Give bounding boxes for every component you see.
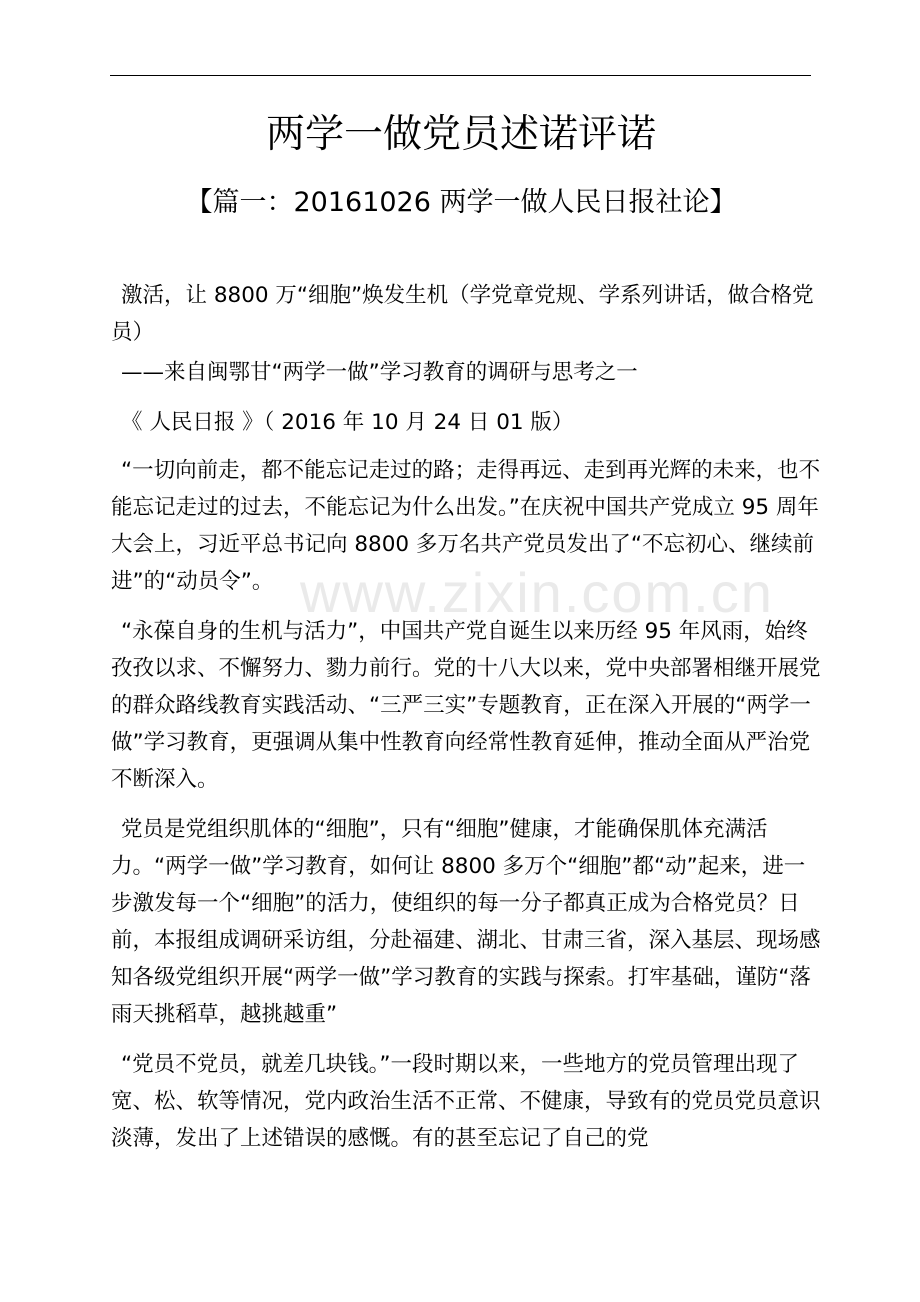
headline-paragraph: 激活，让 8800 万“细胞”焕发生机（学党章党规、学系列讲话，做合格党员） [111,283,814,345]
header-rule [110,75,811,76]
document-subtitle: 【篇一：20161026 两学一做人民日报社论】 [185,187,737,218]
body-paragraph: “永葆自身的生机与活力”，中国共产党自诞生以来历经 95 年风雨，始终孜孜以求、不懈努力、勠力前行。党的十八大以来，党中央部署相继开展党的群众路线教育实践活动、“三严三实”专题教育，正在深入开展的“两学一做”学习教育，更强调从集中性教育向经常性教育延伸，推动全面从严治党不断深入。 [111,619,821,792]
watermark: www.zixin.com.cn [300,561,774,624]
subheadline-paragraph: ——来自闽鄂甘“两学一做”学习教育的调研与思考之一 [121,360,638,385]
body-paragraph: “党员不党员，就差几块钱。”一段时期以来，一些地方的党员管理出现了宽、松、软等情况，党内政治生活不正常、不健康，导致有的党员党员意识淡薄，发出了上述错误的感慨。有的甚至忘记了自己的党 [111,1052,821,1151]
document-title: 两学一做党员述诺评诺 [265,112,656,157]
body-paragraph: “一切向前走，都不能忘记走过的路；走得再远、走到再光辉的未来，也不能忘记走过的过去，不能忘记为什么出发。”在庆祝中国共产党成立 95 周年大会上，习近平总书记向 8800 多万名共产党员发出了“不忘初心、继续前进”的“动员令”。 [111,458,821,594]
article-text [111,277,823,1170]
source-line: 《 人民日报 》（ 2016 年 10 月 24 日 01 版） [121,410,574,435]
body-paragraph: 党员是党组织肌体的“细胞”，只有“细胞”健康，才能确保肌体充满活力。“两学一做”学习教育，如何让 8800 多万个“细胞”都“动”起来，进一步激发每一个“细胞”的活力，使组织的每一分子都真正成为合格党员？日前，本报组成调研采访组，分赴福建、湖北、甘肃三省，深入基层、现场感知各级党组织开展“两学一做”学习教育的实践与探索。打牢基础，谨防“落雨天挑稻草，越挑越重” [111,817,821,1027]
